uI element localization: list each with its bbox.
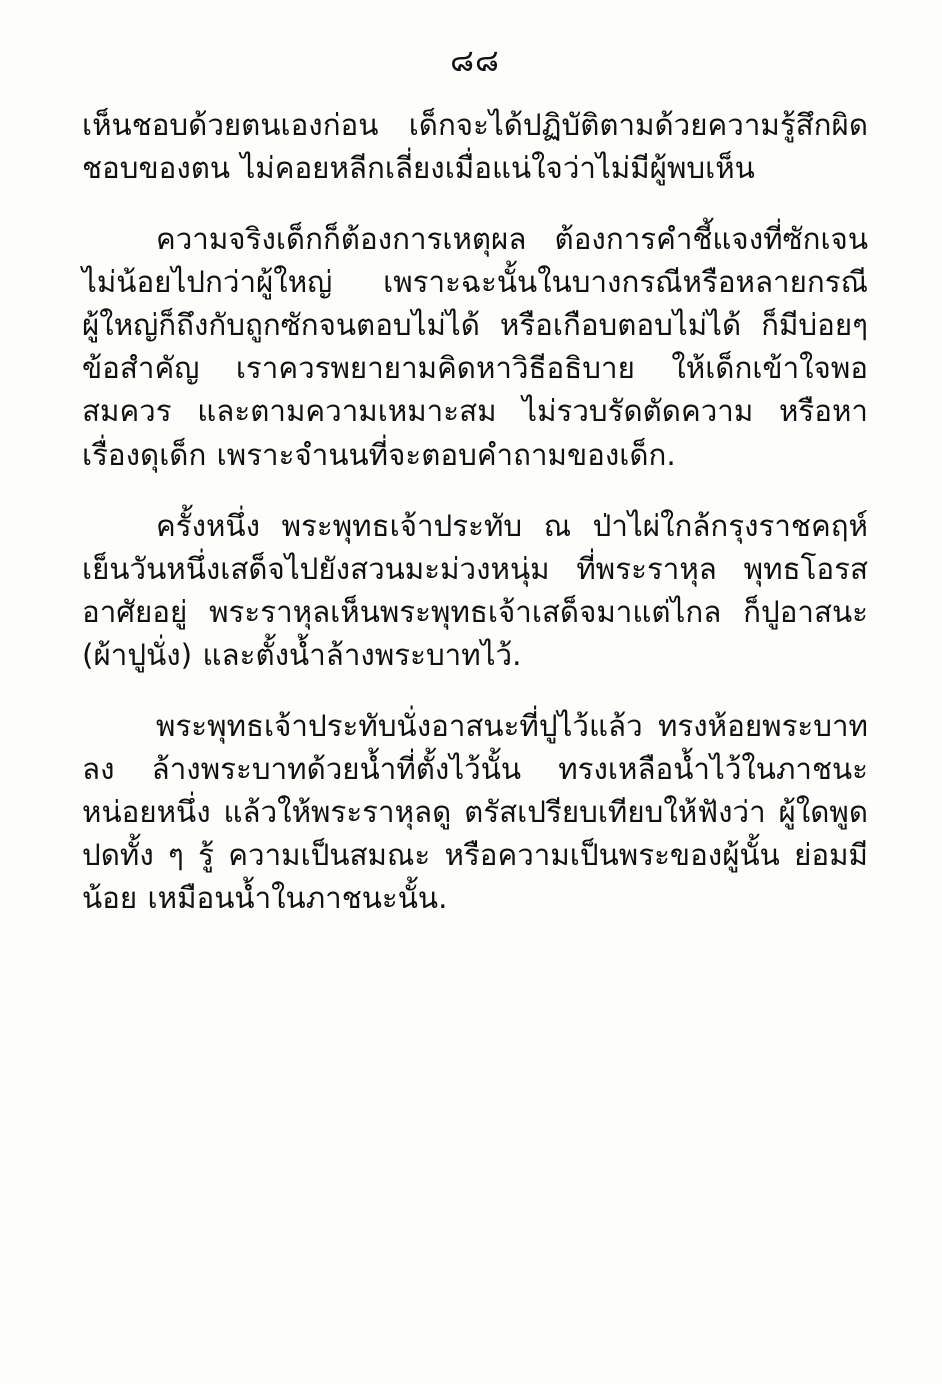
paragraph-1: เห็นชอบด้วยตนเองก่อน เด็กจะได้ปฏิบัติตามด้วยความรู้สึกผิดชอบของตน ไม่คอยหลีกเลี่ยงเมื่อแน่ใจว่าไม่มีผู้พบเห็น	[82, 108, 868, 186]
paragraph-2: ความจริงเด็กก็ต้องการเหตุผล ต้องการคำชี้แจงที่ซักเจนไม่น้อยไปกว่าผู้ใหญ่ เพราะฉะนั้นในบางกรณีหรือหลายกรณีผู้ใหญ่ก็ถึงกับถูกซักจนตอบไม่ได้ หรือเกือบตอบไม่ได้ ก็มีบ่อยๆ ข้อสำคัญ เราควรพยายามคิดหาวิธีอธิบาย ให้เด็กเข้าใจพอสมควร และตามความเหมาะสม ไม่รวบรัดตัดความ หรือหาเรื่องดุเด็ก เพราะจำนนที่จะตอบคำถามของเด็ก.	[82, 222, 868, 472]
page-body	[82, 104, 868, 920]
page-number: ๘๘	[450, 43, 500, 79]
paragraph-3: ครั้งหนึ่ง พระพุทธเจ้าประทับ ณ ป่าไผ่ใกล้กรุงราชคฤห์ เย็นวันหนึ่งเสด็จไปยังสวนมะม่วงหนุ่ม ที่พระราหุล พุทธโอรสอาศัยอยู่ พระราหุลเห็นพระพุทธเจ้าเสด็จมาแต่ไกล ก็ปูอาสนะ (ผ้าปูนั่ง) และตั้งน้ำล้างพระบาทไว้.	[82, 508, 868, 672]
paragraph-4: พระพุทธเจ้าประทับนั่งอาสนะที่ปูไว้แล้ว ทรงห้อยพระบาทลง ล้างพระบาทด้วยน้ำที่ตั้งไว้นั้น ทรงเหลือน้ำไว้ในภาชนะหน่อยหนึ่ง แล้วให้พระราหุลดู ตรัสเปรียบเทียบให้ฟังว่า ผู้ใดพูดปดทั้ง ๆ รู้ ความเป็นสมณะ หรือความเป็นพระของผู้นั้น ย่อมมีน้อย เหมือนน้ำในภาชนะนั้น.	[82, 708, 868, 916]
